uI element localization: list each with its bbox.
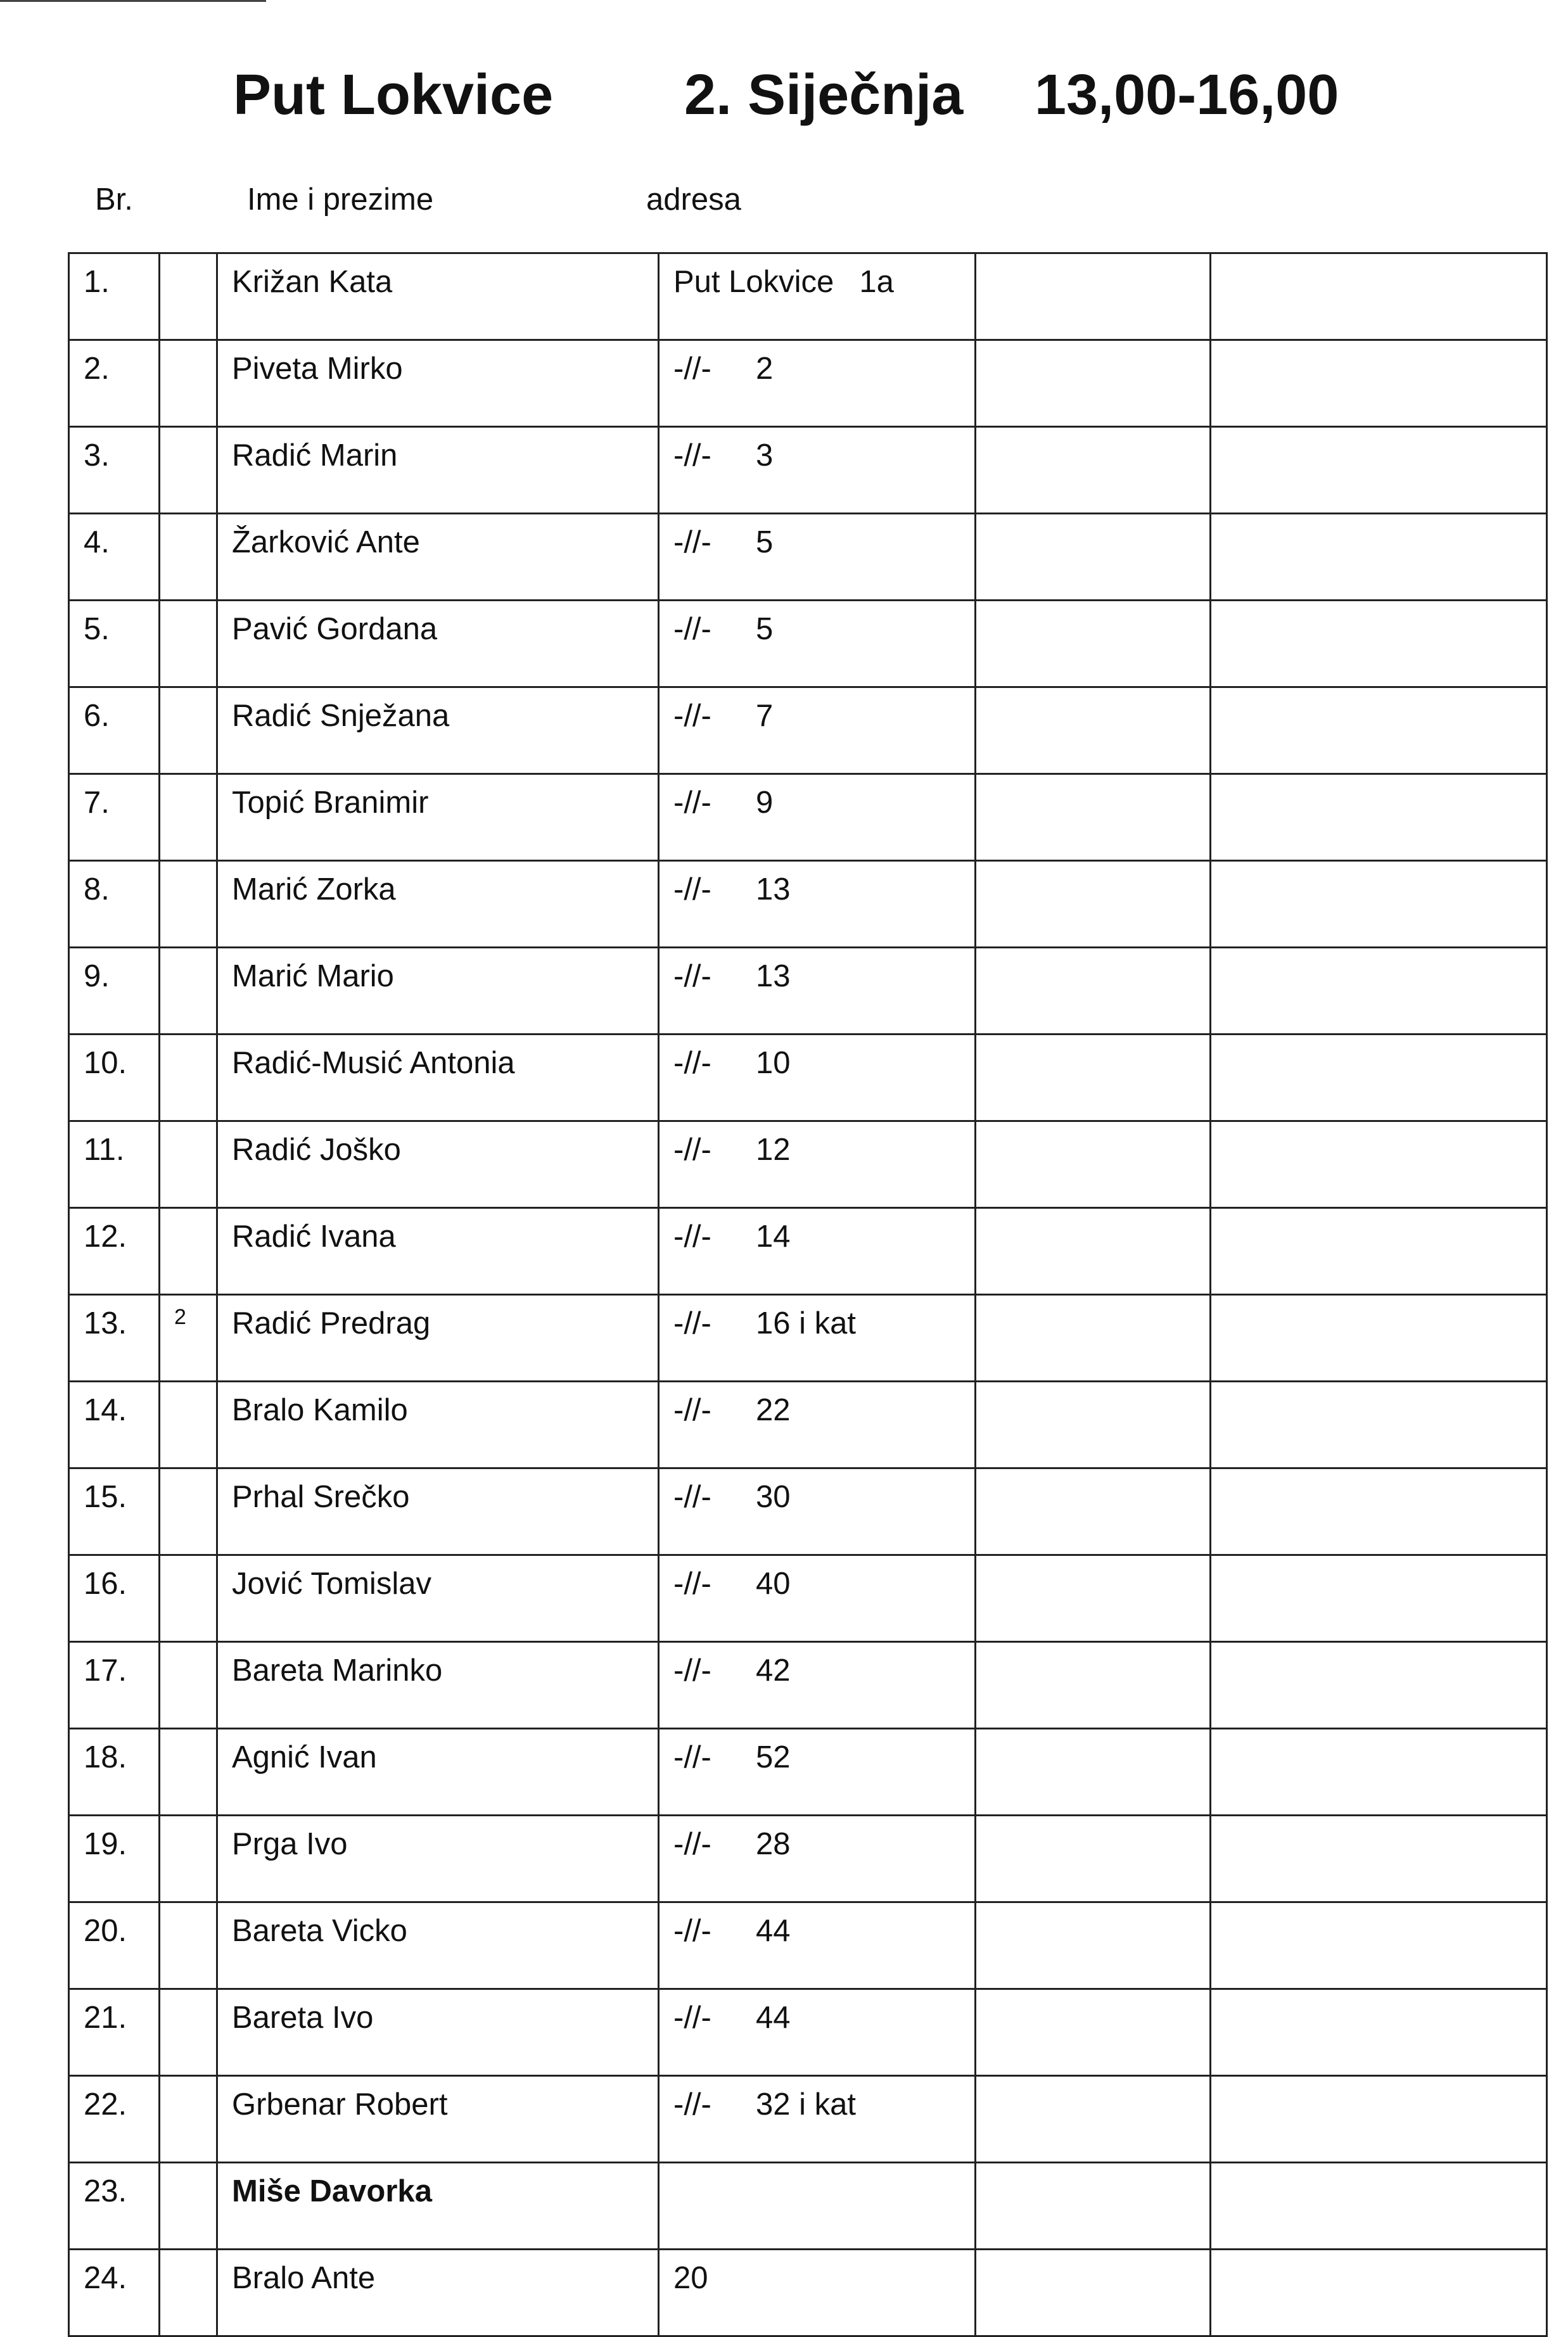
row-mark — [160, 253, 217, 340]
resident-address — [659, 687, 976, 774]
address-house-number: 1a — [859, 265, 894, 299]
resident-address — [659, 427, 976, 514]
blank-cell — [976, 427, 1211, 514]
resident-name: Radić-Musić Antonia — [217, 1035, 659, 1121]
blank-cell — [976, 1468, 1211, 1555]
resident-name: Miše Davorka — [217, 2163, 659, 2250]
blank-cell — [1211, 427, 1547, 514]
blank-cell — [1211, 1642, 1547, 1729]
blank-cell — [976, 1989, 1211, 2076]
row-mark: 2 — [160, 1295, 217, 1382]
resident-name: Piveta Mirko — [217, 340, 659, 427]
resident-name: Marić Mario — [217, 948, 659, 1035]
row-number: 22. — [69, 2076, 160, 2163]
address-house-number: 44 — [756, 1914, 791, 1948]
blank-cell — [1211, 1468, 1547, 1555]
top-edge-line — [0, 0, 266, 2]
table-row — [69, 2163, 1547, 2250]
table-row — [69, 948, 1547, 1035]
resident-address — [659, 1729, 976, 1816]
blank-cell — [1211, 687, 1547, 774]
row-number: 21. — [69, 1989, 160, 2076]
resident-address — [659, 1121, 976, 1208]
table-row — [69, 601, 1547, 687]
blank-cell — [1211, 1035, 1547, 1121]
resident-address — [659, 1382, 976, 1468]
table-row — [69, 1468, 1547, 1555]
blank-cell — [1211, 1295, 1547, 1382]
resident-name: Radić Marin — [217, 427, 659, 514]
row-mark — [160, 774, 217, 861]
row-number: 4. — [69, 514, 160, 601]
address-house-number: 42 — [756, 1653, 791, 1688]
row-mark — [160, 427, 217, 514]
blank-cell — [976, 774, 1211, 861]
table-row — [69, 1989, 1547, 2076]
resident-address — [659, 2163, 976, 2250]
row-number: 1. — [69, 253, 160, 340]
blank-cell — [976, 514, 1211, 601]
table-row — [69, 1295, 1547, 1382]
blank-cell — [976, 601, 1211, 687]
resident-name: Bralo Kamilo — [217, 1382, 659, 1468]
row-mark — [160, 1729, 217, 1816]
address-prefix: -//- — [673, 786, 711, 820]
blank-cell — [976, 687, 1211, 774]
blank-cell — [1211, 1989, 1547, 2076]
address-prefix: -//- — [673, 1914, 711, 1948]
table-row — [69, 1208, 1547, 1295]
resident-address — [659, 1816, 976, 1902]
blank-cell — [976, 340, 1211, 427]
resident-address — [659, 948, 976, 1035]
address-prefix: -//- — [673, 1740, 711, 1774]
row-number: 7. — [69, 774, 160, 861]
resident-table — [68, 252, 1548, 2337]
blank-cell — [976, 1208, 1211, 1295]
row-number: 10. — [69, 1035, 160, 1121]
address-prefix: -//- — [673, 959, 711, 993]
address-house-number: 52 — [756, 1740, 791, 1774]
blank-cell — [1211, 2076, 1547, 2163]
address-prefix: -//- — [673, 2001, 711, 2035]
blank-cell — [1211, 1902, 1547, 1989]
blank-cell — [1211, 1121, 1547, 1208]
blank-cell — [1211, 774, 1547, 861]
row-number: 18. — [69, 1729, 160, 1816]
resident-address — [659, 861, 976, 948]
row-mark — [160, 861, 217, 948]
row-mark — [160, 1902, 217, 1989]
blank-cell — [1211, 2250, 1547, 2336]
address-house-number: 28 — [756, 1827, 791, 1861]
row-number: 6. — [69, 687, 160, 774]
table-row — [69, 1642, 1547, 1729]
address-house-number: 32 i kat — [756, 2087, 856, 2122]
resident-address — [659, 1902, 976, 1989]
address-prefix: -//- — [673, 1653, 711, 1688]
blank-cell — [976, 948, 1211, 1035]
address-house-number: 5 — [756, 612, 774, 646]
address-house-number: 30 — [756, 1480, 791, 1514]
blank-cell — [1211, 253, 1547, 340]
address-house-number: 16 i kat — [756, 1306, 856, 1340]
resident-name: Prga Ivo — [217, 1816, 659, 1902]
address-house-number: 3 — [756, 438, 774, 473]
address-house-number: 13 — [756, 872, 791, 907]
row-mark — [160, 1121, 217, 1208]
address-prefix: -//- — [673, 2087, 711, 2122]
resident-name: Jović Tomislav — [217, 1555, 659, 1642]
blank-cell — [1211, 1555, 1547, 1642]
resident-name: Grbenar Robert — [217, 2076, 659, 2163]
row-number: 12. — [69, 1208, 160, 1295]
address-prefix: -//- — [673, 1480, 711, 1514]
row-number: 15. — [69, 1468, 160, 1555]
row-mark — [160, 687, 217, 774]
address-prefix: -//- — [673, 352, 711, 386]
blank-cell — [1211, 948, 1547, 1035]
blank-cell — [976, 253, 1211, 340]
resident-address — [659, 1989, 976, 2076]
blank-cell — [976, 2250, 1211, 2336]
row-mark — [160, 1555, 217, 1642]
table-row — [69, 340, 1547, 427]
address-house-number: 13 — [756, 959, 791, 993]
row-mark — [160, 1816, 217, 1902]
blank-cell — [976, 2163, 1211, 2250]
resident-name: Žarković Ante — [217, 514, 659, 601]
row-number: 19. — [69, 1816, 160, 1902]
row-mark — [160, 2163, 217, 2250]
row-mark — [160, 1642, 217, 1729]
table-row — [69, 1555, 1547, 1642]
row-number: 9. — [69, 948, 160, 1035]
document-title — [0, 60, 1568, 130]
row-number: 5. — [69, 601, 160, 687]
row-number: 24. — [69, 2250, 160, 2336]
row-number: 23. — [69, 2163, 160, 2250]
table-row — [69, 861, 1547, 948]
resident-name: Pavić Gordana — [217, 601, 659, 687]
address-prefix: -//- — [673, 1567, 711, 1601]
blank-cell — [1211, 1729, 1547, 1816]
row-mark — [160, 948, 217, 1035]
address-prefix: -//- — [673, 699, 711, 733]
resident-address — [659, 253, 976, 340]
blank-cell — [976, 1816, 1211, 1902]
address-house-number: 40 — [756, 1567, 791, 1601]
row-number: 3. — [69, 427, 160, 514]
row-number: 2. — [69, 340, 160, 427]
row-mark — [160, 1382, 217, 1468]
table-row — [69, 427, 1547, 514]
table-row — [69, 2076, 1547, 2163]
blank-cell — [1211, 1816, 1547, 1902]
resident-address — [659, 2250, 976, 2336]
resident-address — [659, 514, 976, 601]
table-row — [69, 514, 1547, 601]
address-prefix: -//- — [673, 525, 711, 559]
blank-cell — [976, 2076, 1211, 2163]
table-row — [69, 253, 1547, 340]
row-mark — [160, 1989, 217, 2076]
resident-address — [659, 1208, 976, 1295]
row-mark — [160, 2250, 217, 2336]
resident-name: Radić Snježana — [217, 687, 659, 774]
row-mark — [160, 340, 217, 427]
blank-cell — [976, 1382, 1211, 1468]
resident-address — [659, 340, 976, 427]
table-row — [69, 1382, 1547, 1468]
resident-address — [659, 1642, 976, 1729]
blank-cell — [1211, 1208, 1547, 1295]
title-street: Put Lokvice — [233, 63, 554, 127]
resident-name: Bralo Ante — [217, 2250, 659, 2336]
title-date: 2. Siječnja — [684, 63, 964, 127]
resident-name: Topić Branimir — [217, 774, 659, 861]
address-prefix: -//- — [673, 612, 711, 646]
resident-name: Križan Kata — [217, 253, 659, 340]
address-house-number: 12 — [756, 1133, 791, 1167]
row-mark — [160, 601, 217, 687]
table-row — [69, 2250, 1547, 2336]
address-prefix: -//- — [673, 1827, 711, 1861]
column-header-number: Br. — [95, 182, 133, 217]
blank-cell — [976, 1555, 1211, 1642]
table-row — [69, 774, 1547, 861]
address-house-number: 10 — [756, 1046, 791, 1080]
resident-name: Agnić Ivan — [217, 1729, 659, 1816]
table-row — [69, 1902, 1547, 1989]
blank-cell — [1211, 1382, 1547, 1468]
address-house-number: 22 — [756, 1393, 791, 1427]
blank-cell — [1211, 340, 1547, 427]
blank-cell — [1211, 514, 1547, 601]
row-number: 17. — [69, 1642, 160, 1729]
blank-cell — [976, 861, 1211, 948]
resident-name: Radić Predrag — [217, 1295, 659, 1382]
blank-cell — [1211, 601, 1547, 687]
resident-name: Bareta Vicko — [217, 1902, 659, 1989]
resident-name: Radić Ivana — [217, 1208, 659, 1295]
row-number: 11. — [69, 1121, 160, 1208]
row-number: 20. — [69, 1902, 160, 1989]
blank-cell — [976, 1902, 1211, 1989]
address-prefix: Put Lokvice — [673, 265, 834, 299]
resident-address — [659, 1555, 976, 1642]
row-number: 14. — [69, 1382, 160, 1468]
resident-address — [659, 601, 976, 687]
blank-cell — [976, 1729, 1211, 1816]
address-prefix: -//- — [673, 872, 711, 907]
row-number: 16. — [69, 1555, 160, 1642]
resident-address — [659, 1468, 976, 1555]
resident-name: Radić Joško — [217, 1121, 659, 1208]
address-prefix: -//- — [673, 1393, 711, 1427]
resident-address — [659, 1295, 976, 1382]
address-house-number: 5 — [756, 525, 774, 559]
table-row — [69, 687, 1547, 774]
resident-address — [659, 2076, 976, 2163]
address-house-number: 14 — [756, 1219, 791, 1254]
title-time: 13,00-16,00 — [1035, 63, 1339, 127]
row-mark — [160, 1468, 217, 1555]
row-mark — [160, 514, 217, 601]
blank-cell — [976, 1642, 1211, 1729]
address-house-number: 9 — [756, 786, 774, 820]
resident-table-body — [69, 253, 1547, 2336]
address-prefix: -//- — [673, 1133, 711, 1167]
resident-name: Bareta Ivo — [217, 1989, 659, 2076]
table-row — [69, 1035, 1547, 1121]
blank-cell — [976, 1295, 1211, 1382]
row-number: 8. — [69, 861, 160, 948]
resident-name: Marić Zorka — [217, 861, 659, 948]
blank-cell — [976, 1035, 1211, 1121]
address-house-number: 7 — [756, 699, 774, 733]
address-prefix: -//- — [673, 1306, 711, 1340]
blank-cell — [976, 1121, 1211, 1208]
address-house-number: 44 — [756, 2001, 791, 2035]
address-prefix: -//- — [673, 1046, 711, 1080]
address-house-number: 20 — [673, 2261, 708, 2295]
column-header-address: adresa — [646, 182, 741, 217]
table-row — [69, 1121, 1547, 1208]
blank-cell — [1211, 861, 1547, 948]
row-mark — [160, 1208, 217, 1295]
row-number: 13. — [69, 1295, 160, 1382]
address-prefix: -//- — [673, 1219, 711, 1254]
resident-name: Prhal Srečko — [217, 1468, 659, 1555]
resident-name: Bareta Marinko — [217, 1642, 659, 1729]
address-prefix: -//- — [673, 438, 711, 473]
table-row — [69, 1816, 1547, 1902]
address-house-number: 2 — [756, 352, 774, 386]
row-mark — [160, 2076, 217, 2163]
blank-cell — [1211, 2163, 1547, 2250]
resident-address — [659, 1035, 976, 1121]
row-mark — [160, 1035, 217, 1121]
table-row — [69, 1729, 1547, 1816]
column-header-name: Ime i prezime — [247, 182, 434, 217]
resident-address — [659, 774, 976, 861]
